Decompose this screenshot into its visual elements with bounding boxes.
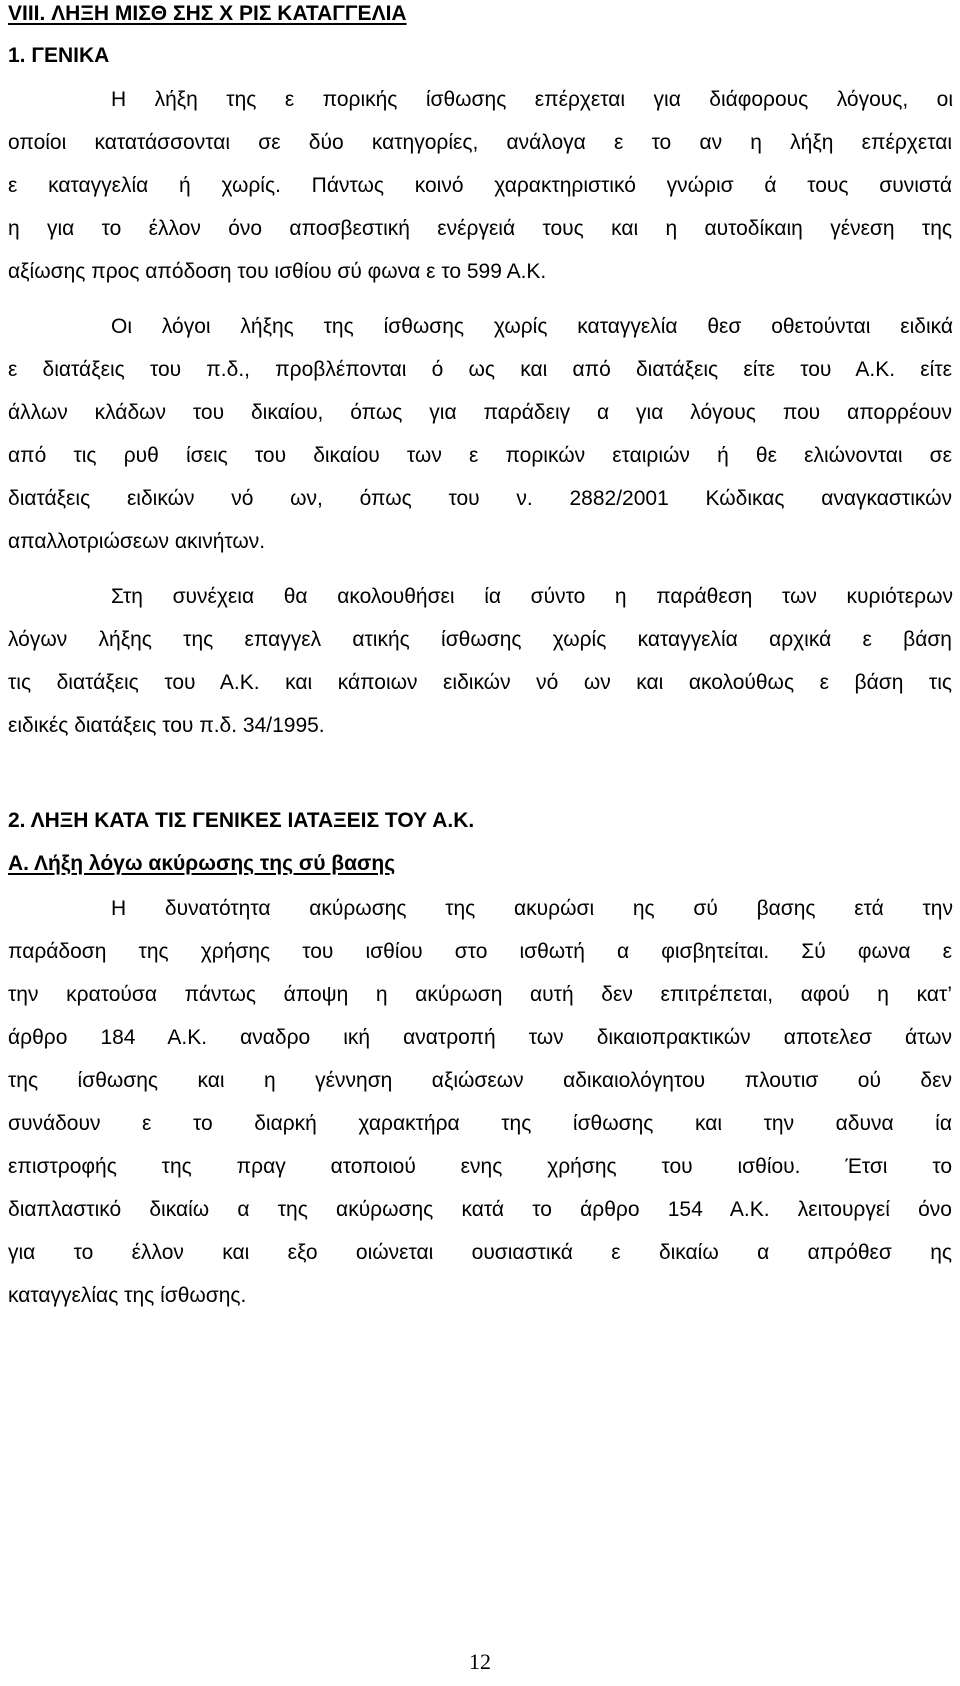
paragraph-line: ε καταγγελία ή χωρίς. Πάντως κοινό χαρακτηριστικό γνώρισ ά τους συνιστά <box>8 174 952 197</box>
paragraph-line: αξίωσης προς απόδοση του ισθίου σύ φωνα ε το 599 Α.Κ. <box>8 260 547 283</box>
paragraph-line: Στη συνέχεια θα ακολουθήσει ία σύντο η παράθεση των κυριότερων <box>111 585 953 608</box>
paragraph-line: τις διατάξεις του Α.Κ. και κάποιων ειδικών νό ων και ακολούθως ε βάση τις <box>8 671 952 694</box>
paragraph-line: λόγων λήξης της επαγγελ ατικής ίσθωσης χωρίς καταγγελία αρχικά ε βάση <box>8 628 952 651</box>
paragraph-line: διαπλαστικό δικαίω α της ακύρωσης κατά το άρθρο 154 Α.Κ. λειτουργεί όνο <box>8 1198 952 1221</box>
subsection-title-general: 1. ΓΕΝΙΚΑ <box>8 44 110 67</box>
subsection-title-annulment: Α. Λήξη λόγω ακύρωσης της σύ βασης <box>8 852 396 875</box>
paragraph-line: άλλων κλάδων του δικαίου, όπως για παράδειγ α για λόγους που απορρέουν <box>8 401 952 424</box>
paragraph-line: η για το έλλον όνο αποσβεστική ενέργειά τους και η αυτοδίκαιη γένεση της <box>8 217 952 240</box>
paragraph-line: Η δυνατότητα ακύρωσης της ακυρώσι ης σύ βασης ετά την <box>111 897 953 920</box>
paragraph-line: Οι λόγοι λήξης της ίσθωσης χωρίς καταγγελία θεσ οθετούνται ειδικά <box>111 315 953 338</box>
paragraph-line: επιστροφής της πραγ ατοποιού ενης χρήσης του ισθίου. Έτσι το <box>8 1155 952 1178</box>
paragraph-line: ειδικές διατάξεις του π.δ. 34/1995. <box>8 714 325 737</box>
paragraph-line: άρθρο 184 Α.Κ. αναδρο ική ανατροπή των δικαιοπρακτικών αποτελεσ άτων <box>8 1026 952 1049</box>
section-title: VIII. ΛΗΞΗ ΜΙΣΘ ΣΗΣ Χ ΡΙΣ ΚΑΤΑΓΓΕΛΙΑ <box>8 2 407 25</box>
page-number: 12 <box>469 1649 491 1674</box>
paragraph-line: της ίσθωσης και η γέννηση αξιώσεων αδικαιολόγητου πλουτισ ού δεν <box>8 1069 952 1092</box>
paragraph-line: παράδοση της χρήσης του ισθίου στο ισθωτή α φισβητείται. Σύ φωνα ε <box>8 940 952 963</box>
paragraph-line: ε διατάξεις του π.δ., προβλέπονται ό ως και από διατάξεις είτε του Α.Κ. είτε <box>8 358 952 381</box>
subsection-title-general-provisions: 2. ΛΗΞΗ ΚΑΤΑ ΤΙΣ ΓΕΝΙΚΕΣ ΙΑΤΑΞΕΙΣ ΤΟΥ Α.Κ. <box>8 809 475 832</box>
paragraph-line: διατάξεις ειδικών νό ων, όπως του ν. 2882/2001 Κώδικας αναγκαστικών <box>8 487 952 510</box>
paragraph-line: οποίοι κατατάσσονται σε δύο κατηγορίες, ανάλογα ε το αν η λήξη επέρχεται <box>8 131 952 154</box>
paragraph-line: την κρατούσα πάντως άποψη η ακύρωση αυτή δεν επιτρέπεται, αφού η κατ’ <box>8 983 952 1006</box>
paragraph-line: συνάδουν ε το διαρκή χαρακτήρα της ίσθωσης και την αδυνα ία <box>8 1112 952 1135</box>
paragraph-line: καταγγελίας της ίσθωσης. <box>8 1284 247 1307</box>
paragraph-line: Η λήξη της ε πορικής ίσθωσης επέρχεται για διάφορους λόγους, οι <box>111 88 953 111</box>
paragraph-line: για το έλλον και εξο οιώνεται ουσιαστικά ε δικαίω α απρόθεσ ης <box>8 1241 952 1264</box>
paragraph-line: απαλλοτριώσεων ακινήτων. <box>8 530 266 553</box>
paragraph-line: από τις ρυθ ίσεις του δικαίου των ε πορικών εταιριών ή θε ελιώνονται σε <box>8 444 952 467</box>
